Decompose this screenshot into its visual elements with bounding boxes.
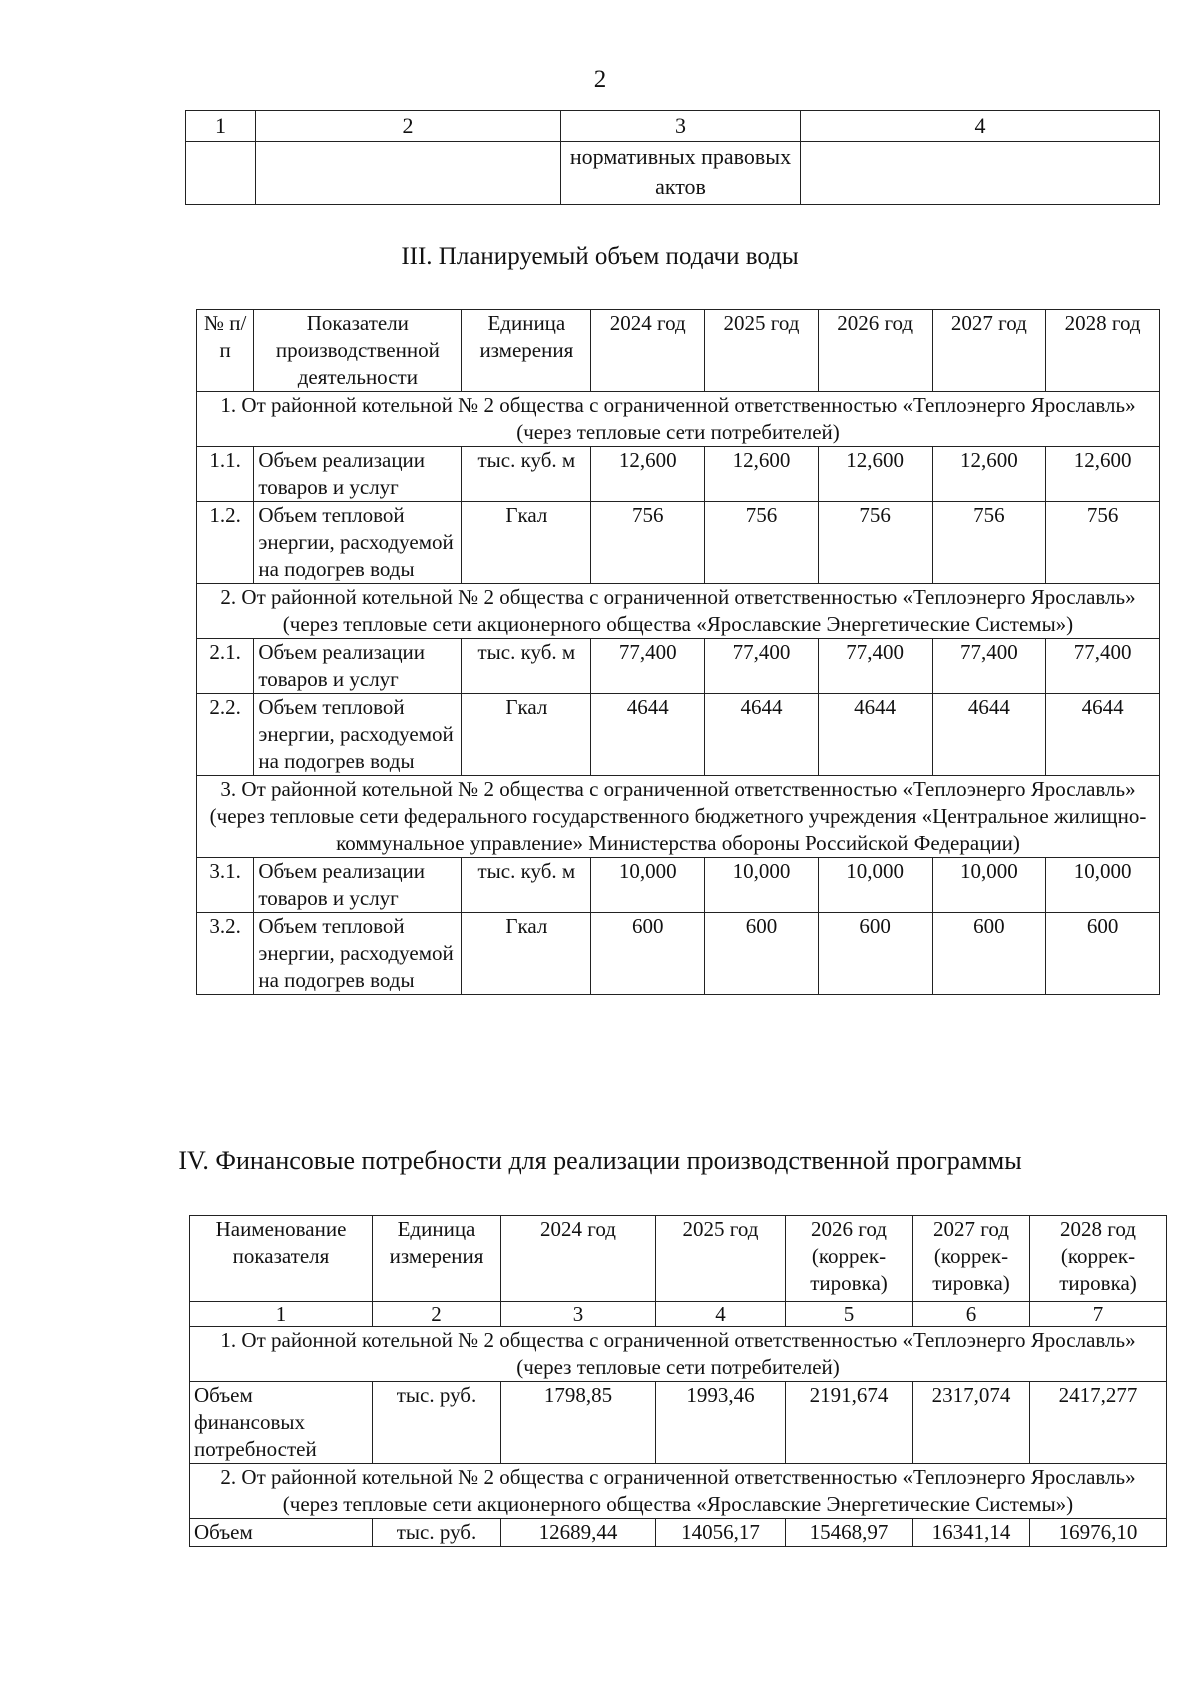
page-number: 2	[593, 66, 607, 93]
continuation-table	[185, 110, 1160, 205]
row-value: 2417,277	[1030, 1382, 1167, 1464]
row-value: 77,400	[818, 639, 932, 694]
column-number: 2	[373, 1302, 501, 1327]
table-cell	[256, 142, 561, 205]
row-num: 3.1.	[197, 858, 254, 913]
row-value: 1798,85	[501, 1382, 656, 1464]
table-row	[197, 858, 1160, 913]
row-value: 77,400	[591, 639, 705, 694]
row-value: 600	[591, 913, 705, 995]
row-value: 600	[705, 913, 819, 995]
group-title: 1. От районной котельной № 2 общества с ограниченной ответственностью «Теплоэнерго Ярославль» (через тепловые сети потребителей)	[190, 1327, 1167, 1382]
row-value: 756	[818, 502, 932, 584]
row-num: 1.1.	[197, 447, 254, 502]
row-name: Объем тепловой энергии, расходуемой на подогрев воды	[254, 694, 462, 776]
section-3-title: III. Планируемый объем подачи воды	[401, 243, 799, 270]
header-name: Наименование показателя	[190, 1216, 373, 1302]
table-row	[197, 447, 1160, 502]
column-numbers-row	[190, 1302, 1167, 1327]
row-name: Объем реализации товаров и услуг	[254, 447, 462, 502]
row-value: 12689,44	[501, 1519, 656, 1547]
table-cell: нормативных правовых актов	[561, 142, 801, 205]
group-title-row	[197, 584, 1160, 639]
row-value: 16341,14	[913, 1519, 1030, 1547]
row-value: 14056,17	[656, 1519, 786, 1547]
header-year: 2025 год	[656, 1216, 786, 1302]
group-title-row	[190, 1464, 1167, 1519]
header-year: 2028 год	[1046, 310, 1160, 392]
row-value: 10,000	[705, 858, 819, 913]
row-num: 2.2.	[197, 694, 254, 776]
row-value: 77,400	[1046, 639, 1160, 694]
group-title: 2. От районной котельной № 2 общества с ограниченной ответственностью «Теплоэнерго Ярославль» (через тепловые сети акционерного общества «Ярославские Энергетические Системы»)	[190, 1464, 1167, 1519]
water-supply-table	[196, 309, 1160, 995]
row-value: 2191,674	[786, 1382, 913, 1464]
header-year: 2024 год	[501, 1216, 656, 1302]
row-value: 600	[1046, 913, 1160, 995]
row-name: Объем тепловой энергии, расходуемой на подогрев воды	[254, 913, 462, 995]
header-year: 2026 год (коррек-тировка)	[786, 1216, 913, 1302]
row-value: 10,000	[818, 858, 932, 913]
group-title: 1. От районной котельной № 2 общества с ограниченной ответственностью «Теплоэнерго Ярославль» (через тепловые сети потребителей)	[197, 392, 1160, 447]
header-unit: Единица измерения	[373, 1216, 501, 1302]
row-unit: тыс. руб.	[373, 1382, 501, 1464]
row-value: 600	[932, 913, 1046, 995]
column-number: 6	[913, 1302, 1030, 1327]
table-row	[190, 1382, 1167, 1464]
row-unit: тыс. куб. м	[462, 858, 591, 913]
table-row	[197, 639, 1160, 694]
header-year: 2027 год (коррек-тировка)	[913, 1216, 1030, 1302]
header-year: 2028 год (коррек-тировка)	[1030, 1216, 1167, 1302]
row-unit: тыс. куб. м	[462, 447, 591, 502]
column-number: 1	[190, 1302, 373, 1327]
row-value: 10,000	[591, 858, 705, 913]
row-num: 1.2.	[197, 502, 254, 584]
row-unit: Гкал	[462, 913, 591, 995]
row-unit: тыс. куб. м	[462, 639, 591, 694]
table-cell	[186, 142, 256, 205]
column-number: 4	[656, 1302, 786, 1327]
financial-needs-table	[189, 1215, 1167, 1547]
row-unit: Гкал	[462, 694, 591, 776]
row-value: 756	[705, 502, 819, 584]
row-unit: тыс. руб.	[373, 1519, 501, 1547]
row-name: Объем тепловой энергии, расходуемой на подогрев воды	[254, 502, 462, 584]
row-value: 1993,46	[656, 1382, 786, 1464]
row-num: 3.2.	[197, 913, 254, 995]
table-row	[190, 1519, 1167, 1547]
row-value: 77,400	[705, 639, 819, 694]
row-value: 12,600	[1046, 447, 1160, 502]
row-value: 10,000	[932, 858, 1046, 913]
row-value: 16976,10	[1030, 1519, 1167, 1547]
group-title: 2. От районной котельной № 2 общества с ограниченной ответственностью «Теплоэнерго Ярославль» (через тепловые сети акционерного общества «Ярославские Энергетические Системы»)	[197, 584, 1160, 639]
row-num: 2.1.	[197, 639, 254, 694]
column-number: 7	[1030, 1302, 1167, 1327]
header-unit: Единица измерения	[462, 310, 591, 392]
table-row	[186, 142, 1160, 205]
row-value: 756	[591, 502, 705, 584]
group-title-row	[197, 392, 1160, 447]
row-name: Объем	[190, 1519, 373, 1547]
table-cell	[801, 142, 1160, 205]
row-name: Объем реализации товаров и услуг	[254, 858, 462, 913]
row-value: 600	[818, 913, 932, 995]
row-value: 12,600	[932, 447, 1046, 502]
row-unit: Гкал	[462, 502, 591, 584]
row-value: 4644	[818, 694, 932, 776]
row-value: 10,000	[1046, 858, 1160, 913]
row-name: Объем финансовых потребностей	[190, 1382, 373, 1464]
row-value: 77,400	[932, 639, 1046, 694]
group-title-row	[197, 776, 1160, 858]
column-number: 5	[786, 1302, 913, 1327]
column-number: 2	[256, 111, 561, 142]
header-year: 2025 год	[705, 310, 819, 392]
row-value: 2317,074	[913, 1382, 1030, 1464]
row-value: 4644	[1046, 694, 1160, 776]
row-value: 756	[932, 502, 1046, 584]
row-value: 12,600	[818, 447, 932, 502]
header-num: № п/п	[197, 310, 254, 392]
row-value: 15468,97	[786, 1519, 913, 1547]
header-year: 2027 год	[932, 310, 1046, 392]
column-number: 3	[501, 1302, 656, 1327]
table-row	[197, 694, 1160, 776]
row-value: 756	[1046, 502, 1160, 584]
group-title-row	[190, 1327, 1167, 1382]
row-value: 4644	[932, 694, 1046, 776]
header-year: 2024 год	[591, 310, 705, 392]
header-year: 2026 год	[818, 310, 932, 392]
table-header-row	[186, 111, 1160, 142]
table-header-row	[190, 1216, 1167, 1302]
table-row	[197, 502, 1160, 584]
table-header-row	[197, 310, 1160, 392]
row-name: Объем реализации товаров и услуг	[254, 639, 462, 694]
row-value: 12,600	[591, 447, 705, 502]
column-number: 1	[186, 111, 256, 142]
row-value: 4644	[705, 694, 819, 776]
section-4-title: IV. Финансовые потребности для реализации производственной программы	[178, 1146, 1022, 1175]
row-value: 4644	[591, 694, 705, 776]
header-indicator: Показатели производственной деятельности	[254, 310, 462, 392]
column-number: 3	[561, 111, 801, 142]
group-title: 3. От районной котельной № 2 общества с ограниченной ответственностью «Теплоэнерго Ярославль» (через тепловые сети федерального государственного бюджетного учреждения «Центральное жилищно-коммунальное управление» Министерства обороны Российской Федерации)	[197, 776, 1160, 858]
table-row	[197, 913, 1160, 995]
row-value: 12,600	[705, 447, 819, 502]
column-number: 4	[801, 111, 1160, 142]
